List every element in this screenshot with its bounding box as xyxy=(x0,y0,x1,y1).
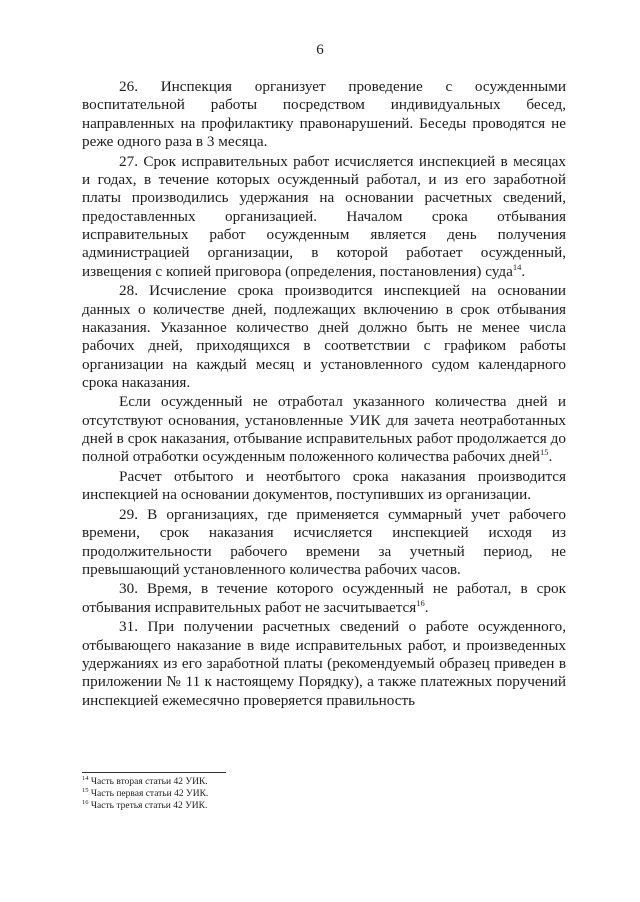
footnote-15: $^{15}$ Часть первая статьи 42 УИК. xyxy=(82,786,209,799)
paragraph-30: 30. Время, в течение которого осужденный не работал, в срок отбывания исправительных работ не засчитывается$^{16}$. xyxy=(82,580,566,616)
footnote-ref-14: 14 xyxy=(512,261,522,272)
paragraph-28-unworked-days: Если осужденный не отработал указанного количества дней и отсутствуют основания, установленные УИК для зачета неотработанных дней в срок наказания, отбывание исправительных работ продолжается до полной отработки осужденным положенного количества рабочих дней$^{15}$. xyxy=(82,393,566,466)
paragraph-31: 31. При получении расчетных сведений о работе осужденного, отбывающего наказание в виде исправительных работ, и произведенных удержаниях из его заработной платы (рекомендуемый образец приведен в приложении № 11 к настоящему Порядку), а также платежных поручений инспекцией ежемесячно проверяется правильность xyxy=(82,618,566,709)
footnote-16: $^{16}$ Часть третья статьи 42 УИК. xyxy=(82,798,208,811)
paragraph-27: 27. Срок исправительных работ исчисляется инспекцией в месяцах и годах, в течение которых осужденный работал, и из его заработной платы производились удержания на основании расчетных сведений, предоставленных организацией. Началом срока отбывания исправительных работ осужденным является день получения администрацией организации, в которой работает осужденный, извещения с копией приговора (определения, постановления) суда$^{14}$. xyxy=(82,152,566,280)
footnotes xyxy=(82,776,482,812)
footnote-separator xyxy=(82,772,226,773)
paragraph-29: 29. В организациях, где применяется суммарный учет рабочего времени, срок наказания исчисляется инспекцией исходя из продолжительности рабочего времени за учетный период, не превышающий установленного количества рабочих часов. xyxy=(82,505,566,578)
footnote-14: $^{14}$ Часть вторая статьи 42 УИК. xyxy=(82,774,208,787)
paragraph-26: 26. Инспекция организует проведение с осужденными воспитательной работы посредством индивидуальных бесед, направленных на профилактику правонарушений. Беседы проводятся не реже одного раза в 3 месяца. xyxy=(82,78,566,151)
footnote-ref-16: 16 xyxy=(416,597,425,608)
footnote-ref-15: 15 xyxy=(540,447,549,458)
paragraph-28-calculation: Расчет отбытого и неотбытого срока наказания производится инспекцией на основании документов, поступивших из организации. xyxy=(82,467,566,504)
page-number: 6 xyxy=(316,42,324,58)
paragraph-28: 28. Исчисление срока производится инспекцией на основании данных о количестве дней, подлежащих включению в срок отбывания наказания. Указанное количество дней должно быть не менее числа рабочих дней, приходящихся в соответствии с графиком работы организации на каждый месяц и установленного судом календарного срока наказания. xyxy=(82,282,566,391)
document-body xyxy=(82,78,566,711)
